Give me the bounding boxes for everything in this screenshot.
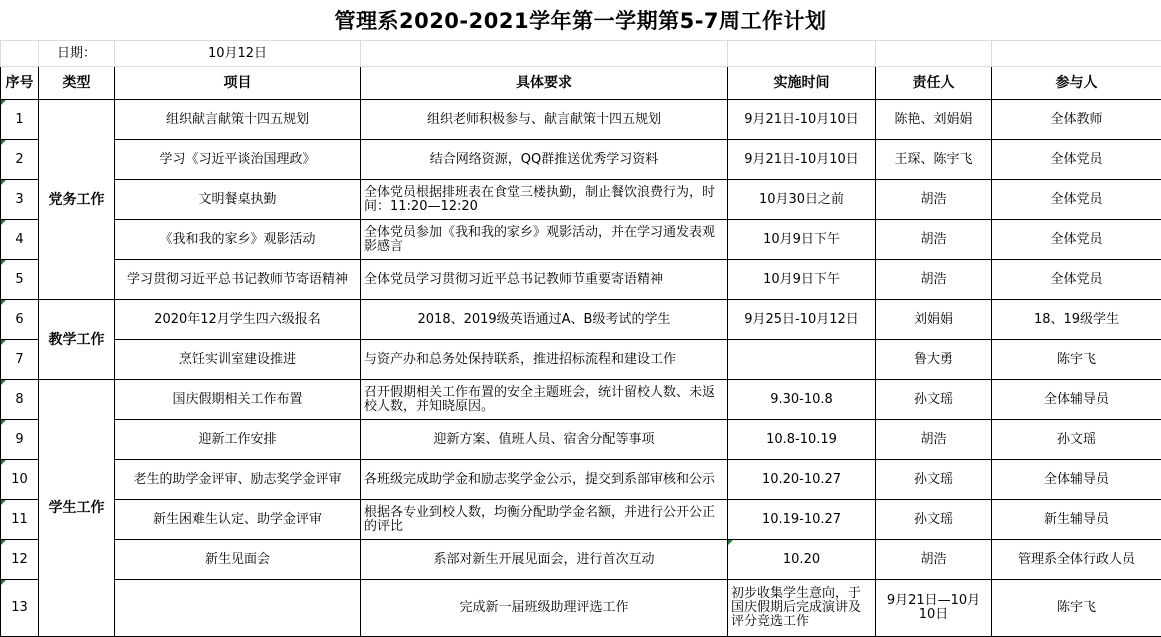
cell-participants[interactable]: 全体教师 bbox=[992, 100, 1161, 140]
cell-item[interactable]: 2020年12月学生四六级报名 bbox=[115, 300, 361, 340]
cell-owner[interactable]: 胡浩 bbox=[876, 420, 992, 460]
cell-time[interactable]: 9月25日-10月12日 bbox=[728, 300, 876, 340]
cell-no[interactable]: 1 bbox=[1, 100, 39, 140]
cell-owner[interactable]: 胡浩 bbox=[876, 540, 992, 580]
work-plan-table bbox=[0, 40, 1161, 637]
header-type[interactable]: 类型 bbox=[39, 67, 115, 100]
cell-participants[interactable]: 全体党员 bbox=[992, 260, 1161, 300]
cell-no[interactable]: 9 bbox=[1, 420, 39, 460]
cell-participants[interactable]: 全体党员 bbox=[992, 180, 1161, 220]
cell-no[interactable]: 2 bbox=[1, 140, 39, 180]
header-item[interactable]: 项目 bbox=[115, 67, 361, 100]
cell-item[interactable]: 完成新一届班级助理评选工作 bbox=[361, 580, 728, 637]
cell-requirement[interactable]: 迎新方案、值班人员、宿舍分配等事项 bbox=[361, 420, 728, 460]
cell-item[interactable]: 新生见面会 bbox=[115, 540, 361, 580]
cell-no[interactable]: 7 bbox=[1, 340, 39, 380]
cell-participants[interactable]: 全体党员 bbox=[992, 220, 1161, 260]
cell-item[interactable]: 组织献言献策十四五规划 bbox=[115, 100, 361, 140]
table-row bbox=[1, 180, 1161, 220]
cell-participants[interactable]: 新生辅导员 bbox=[992, 500, 1161, 540]
cell-item[interactable]: 烹饪实训室建设推进 bbox=[115, 340, 361, 380]
category-student-work[interactable]: 学生工作 bbox=[39, 380, 115, 637]
cell-owner[interactable]: 孙文瑶 bbox=[876, 380, 992, 420]
table-row bbox=[1, 540, 1161, 580]
cell-time[interactable]: 9.30-10.8 bbox=[728, 380, 876, 420]
table-row bbox=[1, 100, 1161, 140]
date-label[interactable]: 日期： bbox=[39, 41, 115, 67]
cell-item[interactable]: 学习贯彻习近平总书记教师节寄语精神 bbox=[115, 260, 361, 300]
header-participants[interactable]: 参与人 bbox=[992, 67, 1161, 100]
cell-requirement[interactable]: 全体党员根据排班表在食堂三楼执勤，制止餐饮浪费行为，时间：11:20—12:20 bbox=[361, 180, 728, 220]
header-row bbox=[1, 67, 1161, 100]
cell-time[interactable]: 10.20 bbox=[728, 540, 876, 580]
cell-requirement[interactable]: 与资产办和总务处保持联系，推进招标流程和建设工作 bbox=[361, 340, 728, 380]
cell-time[interactable]: 9月21日-10月10日 bbox=[728, 100, 876, 140]
cell-time[interactable]: 10.19-10.27 bbox=[728, 500, 876, 540]
cell-requirement[interactable]: 召开假期相关工作布置的安全主题班会，统计留校人数、未返校人数，并知晓原因。 bbox=[361, 380, 728, 420]
cell-owner[interactable]: 胡浩 bbox=[876, 260, 992, 300]
cell-time[interactable]: 9月21日-10月10日 bbox=[728, 140, 876, 180]
cell-no[interactable]: 12 bbox=[1, 540, 39, 580]
cell-owner[interactable]: 陈艳、刘娟娟 bbox=[876, 100, 992, 140]
cell-owner[interactable]: 王琛、陈宇飞 bbox=[876, 140, 992, 180]
cell-time[interactable]: 10.8-10.19 bbox=[728, 420, 876, 460]
cell-item[interactable]: 文明餐桌执勤 bbox=[115, 180, 361, 220]
cell-no[interactable]: 8 bbox=[1, 380, 39, 420]
cell-requirement[interactable]: 组织老师积极参与、献言献策十四五规划 bbox=[361, 100, 728, 140]
table-row bbox=[1, 500, 1161, 540]
header-no[interactable]: 序号 bbox=[1, 67, 39, 100]
table-row bbox=[1, 220, 1161, 260]
table-row bbox=[1, 340, 1161, 380]
cell-no[interactable]: 13 bbox=[1, 580, 39, 637]
cell-no[interactable]: 4 bbox=[1, 220, 39, 260]
cell-participants[interactable]: 陈宇飞 bbox=[992, 340, 1161, 380]
cell-no[interactable]: 6 bbox=[1, 300, 39, 340]
cell-owner[interactable]: 鲁大勇 bbox=[876, 340, 992, 380]
cell-time[interactable]: 10.20-10.27 bbox=[728, 460, 876, 500]
cell-participants[interactable]: 全体辅导员 bbox=[992, 460, 1161, 500]
cell-item[interactable]: 迎新工作安排 bbox=[115, 420, 361, 460]
cell-requirement[interactable]: 全体党员学习贯彻习近平总书记教师节重要寄语精神 bbox=[361, 260, 728, 300]
cell-owner[interactable]: 刘娟娟 bbox=[876, 300, 992, 340]
cell-item[interactable]: 《我和我的家乡》观影活动 bbox=[115, 220, 361, 260]
cell-no[interactable]: 11 bbox=[1, 500, 39, 540]
cell-item[interactable]: 国庆假期相关工作布置 bbox=[115, 380, 361, 420]
cell-requirement[interactable]: 系部对新生开展见面会，进行首次互动 bbox=[361, 540, 728, 580]
category-teaching-work[interactable]: 教学工作 bbox=[39, 300, 115, 380]
cell-type-empty[interactable] bbox=[115, 580, 361, 637]
table-row bbox=[1, 140, 1161, 180]
cell-owner[interactable]: 胡浩 bbox=[876, 220, 992, 260]
header-requirement[interactable]: 具体要求 bbox=[361, 67, 728, 100]
sheet-title: 管理系2020-2021学年第一学期第5-7周工作计划 bbox=[0, 0, 1161, 40]
cell-participants[interactable]: 孙文瑶 bbox=[992, 420, 1161, 460]
table-row bbox=[1, 260, 1161, 300]
table-row bbox=[1, 460, 1161, 500]
cell-time[interactable]: 9月21日—10月10日 bbox=[876, 580, 992, 637]
category-party-work[interactable]: 党务工作 bbox=[39, 100, 115, 300]
cell-item[interactable]: 老生的助学金评审、励志奖学金评审 bbox=[115, 460, 361, 500]
table-row bbox=[1, 300, 1161, 340]
cell-requirement[interactable]: 初步收集学生意向，于国庆假期后完成演讲及评分竞选工作 bbox=[728, 580, 876, 637]
cell-no[interactable]: 10 bbox=[1, 460, 39, 500]
date-value[interactable]: 10月12日 bbox=[115, 41, 361, 67]
cell-requirement[interactable]: 根据各专业到校人数，均衡分配助学金名额，并进行公开公正的评比 bbox=[361, 500, 728, 540]
cell-participants[interactable]: 全体党员 bbox=[992, 140, 1161, 180]
cell-owner[interactable]: 孙文瑶 bbox=[876, 460, 992, 500]
table-row bbox=[1, 380, 1161, 420]
cell-requirement[interactable]: 结合网络资源，QQ群推送优秀学习资料 bbox=[361, 140, 728, 180]
cell-time[interactable]: 10月30日之前 bbox=[728, 180, 876, 220]
cell-owner[interactable]: 陈宇飞 bbox=[992, 580, 1161, 637]
header-owner[interactable]: 责任人 bbox=[876, 67, 992, 100]
table-row bbox=[1, 420, 1161, 460]
header-time[interactable]: 实施时间 bbox=[728, 67, 876, 100]
cell-no[interactable]: 3 bbox=[1, 180, 39, 220]
cell-requirement[interactable]: 全体党员参加《我和我的家乡》观影活动，并在学习通发表观影感言 bbox=[361, 220, 728, 260]
cell-participants[interactable]: 18、19级学生 bbox=[992, 300, 1161, 340]
cell-time[interactable]: 10月9日下午 bbox=[728, 260, 876, 300]
cell-item[interactable]: 学习《习近平谈治国理政》 bbox=[115, 140, 361, 180]
cell-item[interactable]: 新生困难生认定、助学金评审 bbox=[115, 500, 361, 540]
cell-participants[interactable]: 管理系全体行政人员 bbox=[992, 540, 1161, 580]
table-row bbox=[1, 580, 1161, 637]
cell-owner[interactable]: 胡浩 bbox=[876, 180, 992, 220]
cell-no[interactable]: 5 bbox=[1, 260, 39, 300]
cell-time[interactable] bbox=[728, 340, 876, 380]
cell-requirement[interactable]: 2018、2019级英语通过A、B级考试的学生 bbox=[361, 300, 728, 340]
cell-owner[interactable]: 孙文瑶 bbox=[876, 500, 992, 540]
cell-participants[interactable]: 全体辅导员 bbox=[992, 380, 1161, 420]
cell-requirement[interactable]: 各班级完成助学金和励志奖学金公示，提交到系部审核和公示 bbox=[361, 460, 728, 500]
date-row bbox=[1, 41, 1161, 67]
cell-time[interactable]: 10月9日下午 bbox=[728, 220, 876, 260]
